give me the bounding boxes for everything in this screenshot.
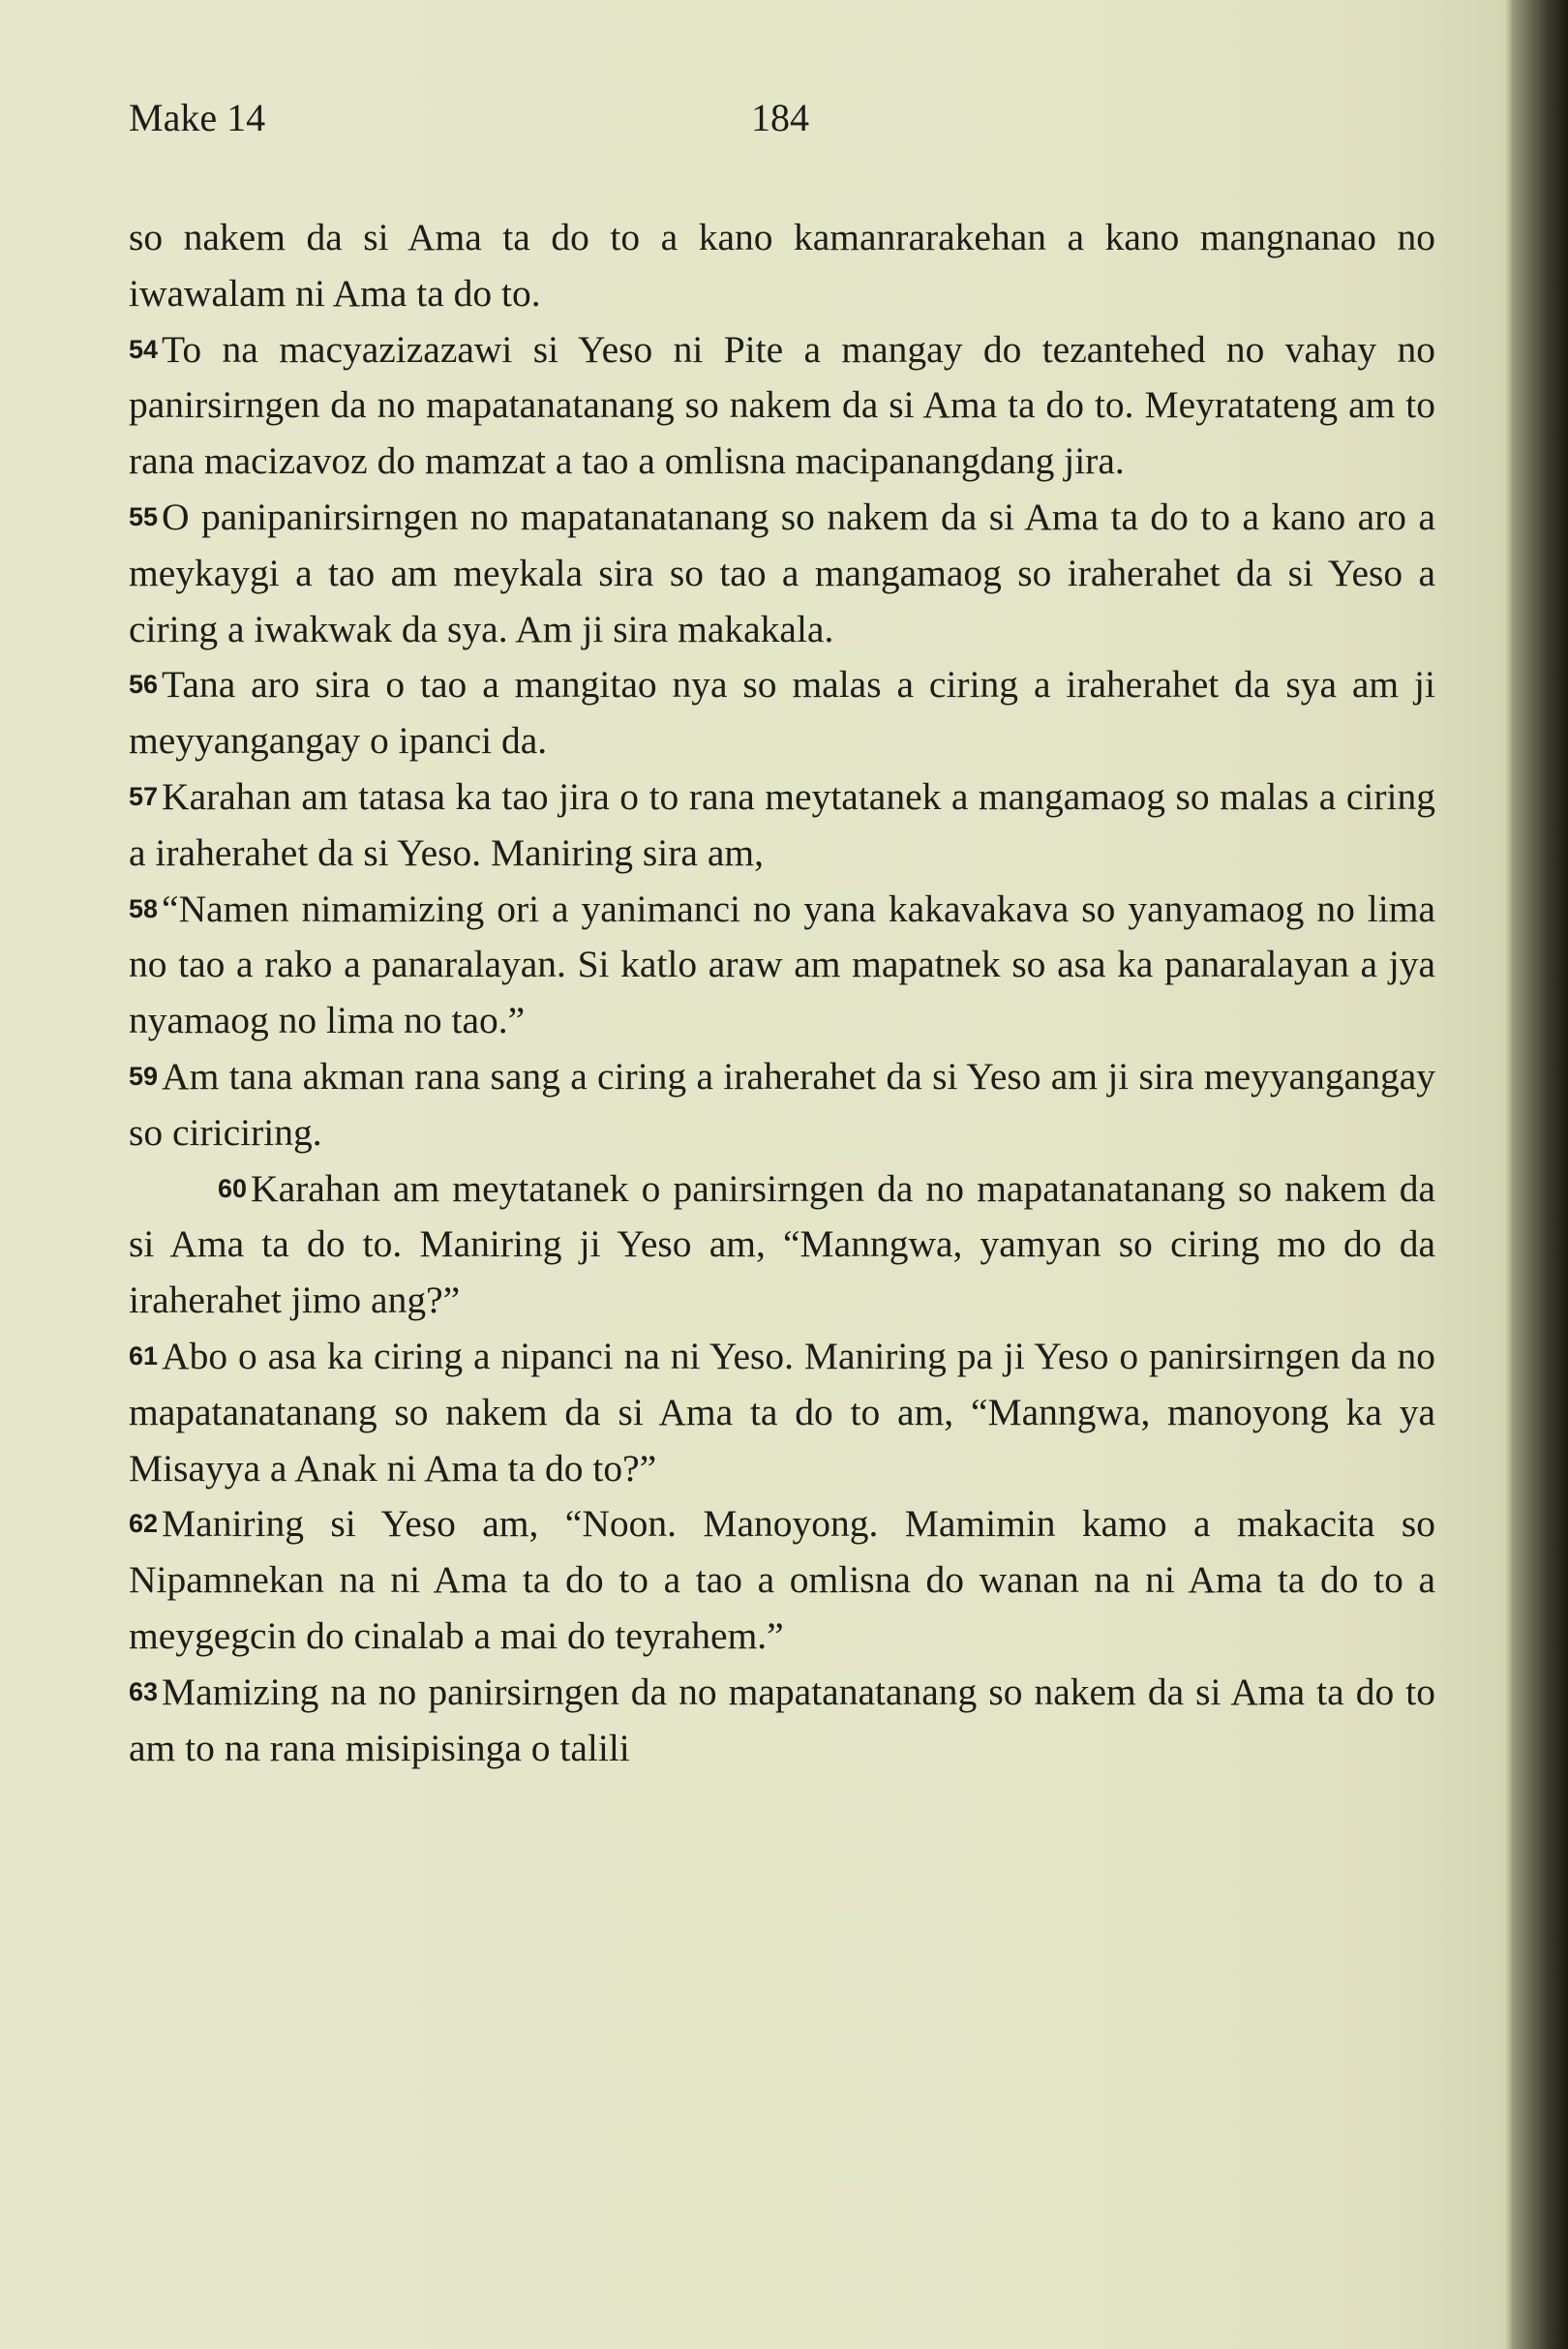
- verse-55: [129, 490, 1435, 657]
- verse-text: Am tana akman rana sang a ciring a iraherahet da si Yeso am ji sira meyyangangay so ciriciring.: [129, 1054, 1435, 1154]
- verse-number: 57: [129, 781, 159, 811]
- verse-number: 54: [129, 334, 159, 364]
- running-head-book: Make 14: [129, 96, 266, 139]
- page-header: [129, 89, 1435, 147]
- verse-60: [129, 1161, 1435, 1329]
- paragraph-continuation: [129, 210, 1435, 322]
- verse-number: 59: [129, 1061, 159, 1091]
- book-binding: [1512, 0, 1568, 2349]
- page-number: 184: [751, 96, 809, 139]
- verse-text: Maniring si Yeso am, “Noon. Manoyong. Mamimin kamo a makacita so Nipamnekan na ni Ama ta do to a tao a omlisna do wanan na ni Ama ta do to a meygegcin do cinalab a mai do teyrahem.”: [129, 1502, 1435, 1657]
- verse-number: 60: [218, 1173, 248, 1203]
- verse-number: 55: [129, 501, 159, 531]
- verse-54: [129, 322, 1435, 490]
- verse-61: [129, 1329, 1435, 1496]
- verse-text: Tana aro sira o tao a mangitao nya so malas a ciring a iraherahet da sya am ji meyyangangay o ipanci da.: [129, 663, 1435, 763]
- verse-number: 62: [129, 1509, 159, 1539]
- verse-text: “Namen nimamizing ori a yanimanci no yana kakavakava so yanyamaog no lima no tao a rako a panaralayan. Si katlo araw am mapatnek so asa ka panaralayan a jya nyamaog no lima no tao.”: [129, 887, 1435, 1042]
- verse-text: O panipanirsirngen no mapatanatanang so nakem da si Ama ta do to a kano aro a meykaygi a tao am meykala sira so tao a mangamaog so iraherahet da si Yeso a ciring a iwakwak da sya. Am ji sira makakala.: [129, 495, 1435, 650]
- verse-number: 58: [129, 893, 159, 923]
- body-text: [129, 210, 1435, 1776]
- verse-57: [129, 769, 1435, 882]
- verse-58: [129, 882, 1435, 1049]
- verse-59: [129, 1049, 1435, 1161]
- paragraph-text: so nakem da si Ama ta do to a kano kamanrarakehan a kano mangnanao no iwawalam ni Ama ta do to.: [129, 216, 1435, 315]
- verse-text: Karahan am tatasa ka tao jira o to rana meytatanek a mangamaog so malas a ciring a iraherahet da si Yeso. Maniring sira am,: [129, 774, 1435, 874]
- verse-56: [129, 657, 1435, 769]
- verse-62: [129, 1496, 1435, 1664]
- verse-text: To na macyazizazawi si Yeso ni Pite a mangay do tezantehed no vahay no panirsirngen da no mapatanatanang so nakem da si Ama ta do to. Meyratateng am to rana macizavoz do mamzat a tao a omlisna macipanangdang jira.: [129, 327, 1435, 483]
- verse-number: 63: [129, 1676, 159, 1706]
- verse-number: 56: [129, 670, 159, 700]
- verse-63: [129, 1665, 1435, 1777]
- verse-text: Abo o asa ka ciring a nipanci na ni Yeso. Maniring pa ji Yeso o panirsirngen da no mapatanatanang so nakem da si Ama ta do to am, “Manngwa, manoyong ka ya Misayya a Anak ni Ama ta do to?”: [129, 1334, 1435, 1490]
- verse-text: Karahan am meytatanek o panirsirngen da no mapatanatanang so nakem da si Ama ta do to. Maniring ji Yeso am, “Manngwa, yamyan so ciring mo do da iraherahet jimo ang?”: [129, 1166, 1435, 1322]
- verse-number: 61: [129, 1340, 159, 1370]
- verse-text: Mamizing na no panirsirngen da no mapatanatanang so nakem da si Ama ta do to am to na rana misipisinga o talili: [129, 1670, 1435, 1769]
